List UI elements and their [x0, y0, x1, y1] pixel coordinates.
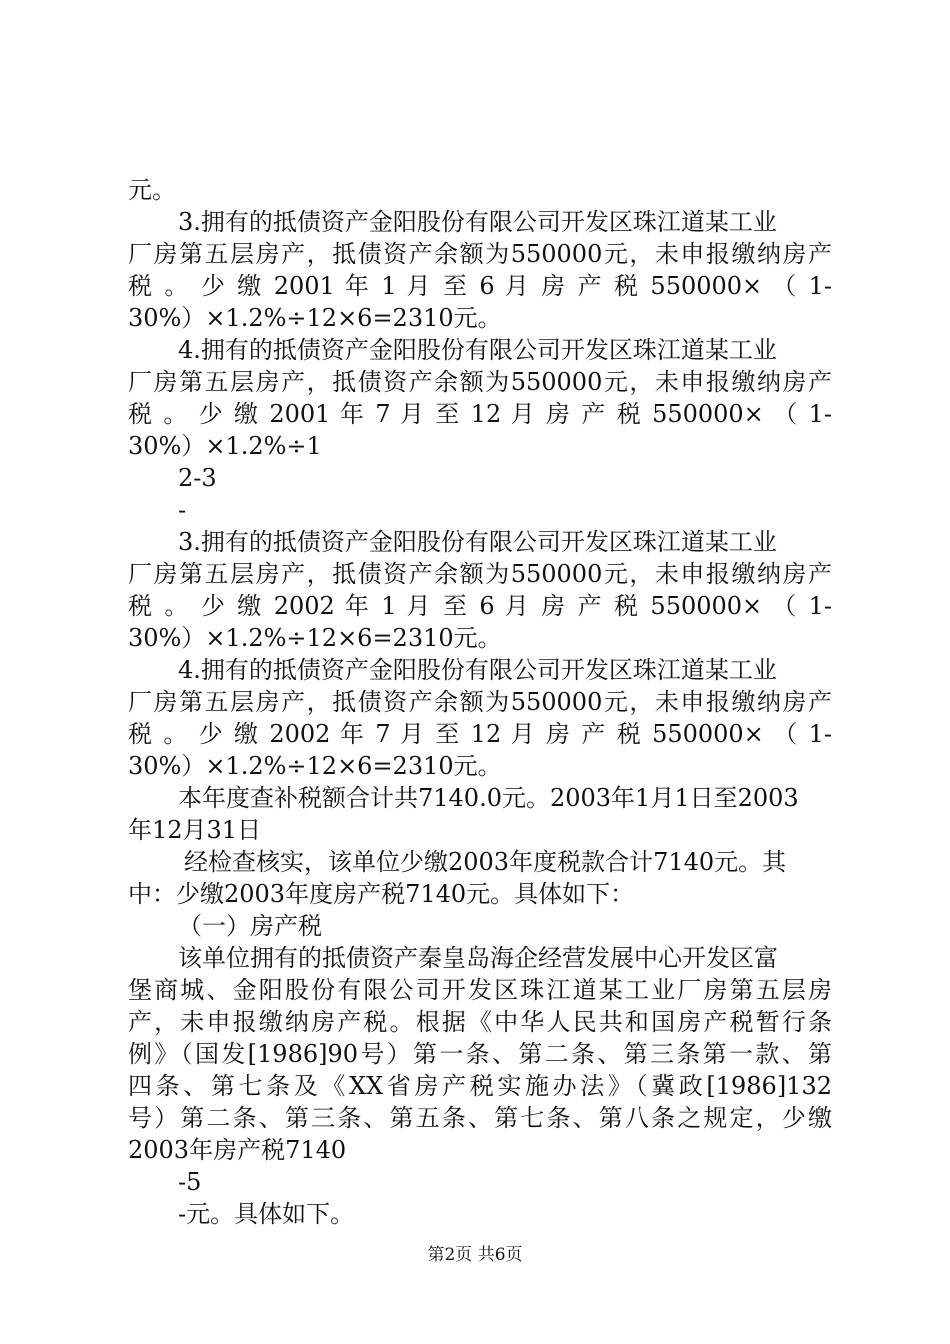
section-heading: （一）房产税 — [178, 912, 322, 940]
text-line: 厂房第五层房产，抵债资产余额为550000元，未申报缴纳房产 — [128, 560, 832, 588]
text-line: 税 。 少 缴 2002 年 7 月 至 12 月 房 产 税 550000× （ 1- — [128, 720, 832, 748]
text-line: 厂房第五层房产，抵债资产余额为550000元，未申报缴纳房产 — [128, 240, 832, 268]
text-line: 30%）×1.2%÷12×6=2310元。 — [128, 304, 502, 332]
text-line: 中：少缴2003年度房产税7140元。具体如下： — [128, 880, 635, 908]
page-footer: 第2页 共6页 — [427, 1245, 523, 1265]
text-line: -5 — [178, 1168, 202, 1196]
text-line: 3.拥有的抵债资产金阳股份有限公司开发区珠江道某工业 — [178, 208, 777, 236]
text-line: 本年度查补税额合计共7140.0元。2003年1月1日至2003 — [178, 784, 799, 812]
text-line: 30%）×1.2%÷12×6=2310元。 — [128, 752, 502, 780]
text-line: 税 。 少 缴 2001 年 1 月 至 6 月 房 产 税 550000× （ 1- — [128, 272, 832, 300]
text-line: 元。 — [128, 176, 176, 204]
text-line: 堡商城、金阳股份有限公司开发区珠江道某工业厂房第五层房 — [128, 976, 832, 1004]
text-line: 四条、第七条及《XX省房产税实施办法》（冀政[1986]132 — [128, 1072, 832, 1100]
text-line: 4.拥有的抵债资产金阳股份有限公司开发区珠江道某工业 — [178, 656, 777, 684]
text-line: 30%）×1.2%÷1 — [128, 432, 322, 460]
text-line: 2003年房产税7140 — [128, 1136, 347, 1164]
text-line: 30%）×1.2%÷12×6=2310元。 — [128, 624, 502, 652]
text-line: 厂房第五层房产，抵债资产余额为550000元，未申报缴纳房产 — [128, 688, 832, 716]
text-line: -元。具体如下。 — [178, 1200, 355, 1228]
text-line: 经检查核实，该单位少缴2003年度税款合计7140元。其 — [184, 848, 787, 876]
text-line: 4.拥有的抵债资产金阳股份有限公司开发区珠江道某工业 — [178, 336, 777, 364]
text-line: 年12月31日 — [128, 816, 262, 844]
text-line: 2-3 — [178, 464, 217, 492]
text-line: 例》（国发[1986]90号）第一条、第二条、第三条第一款、第 — [128, 1040, 832, 1068]
text-line: 税 。 少 缴 2001 年 7 月 至 12 月 房 产 税 550000× （ 1- — [128, 400, 832, 428]
text-line: 产，未申报缴纳房产税。根据《中华人民共和国房产税暂行条 — [128, 1008, 832, 1036]
document-body — [128, 174, 832, 1230]
text-line: 税 。 少 缴 2002 年 1 月 至 6 月 房 产 税 550000× （ 1- — [128, 592, 832, 620]
text-line: 号）第二条、第三条、第五条、第七条、第八条之规定，少缴 — [128, 1104, 832, 1132]
text-line: 厂房第五层房产，抵债资产余额为550000元，未申报缴纳房产 — [128, 368, 832, 396]
text-line: 该单位拥有的抵债资产秦皇岛海企经营发展中心开发区富 — [178, 944, 778, 972]
text-line: 3.拥有的抵债资产金阳股份有限公司开发区珠江道某工业 — [178, 528, 777, 556]
text-line: - — [178, 496, 187, 524]
